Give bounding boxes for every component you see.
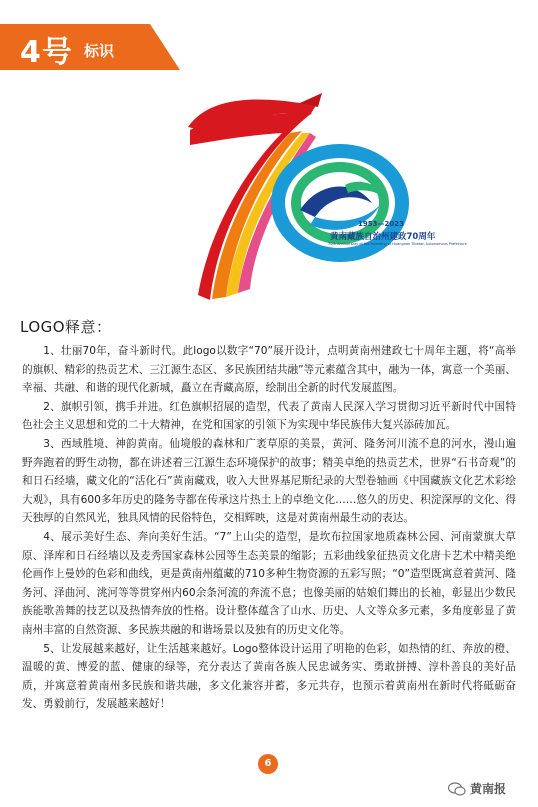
logo-years: 1953—2023 (358, 220, 404, 228)
page-number: 6 (258, 754, 278, 774)
paragraph: 3、西域胜境、神韵黄南。仙境般的森林和广袤草原的美景，黄河、隆务河川流不息的河水，漫山遍野奔跑着的野生动物，都在讲述着三江源生态环境保护的故事；精美卓绝的热贡艺术，世界“石书奇观”的和日石经墙，藏文化的“活化石”黄南藏戏，收入大世界基尼斯纪录的大型卷轴画《中国藏族文化艺术彩绘大观》，具有600多年历史的隆务寺都在传承这片热土上的卓绝文化……悠久的历史、积淀深厚的文化、得天独厚的自然风光，独具风情的民俗特色，交相辉映，这是对黄南州最生动的表达。 (22, 437, 516, 525)
wechat-icon (448, 782, 466, 796)
anniversary-logo-graphic (150, 85, 470, 315)
paragraph: 5、让发展越来越好，让生活越来越好。Logo整体设计运用了明艳的色彩，如热情的红、奔放的橙、温暖的黄、博爱的蓝、健康的绿等，充分表达了黄南各族人民忠诚务实、勇敢拼搏、淳朴善良的美好品质，并寓意着黄南州多民族和谐共融，多文化兼容并蓄，多元共存，也预示着黄南州在新时代将砥砺奋发、勇毅前行，发展越来越好！ (22, 642, 516, 711)
paragraph: 1、壮丽70年，奋斗新时代。此logo以数字“70”展开设计，点明黄南州建政七十周年主题，将“高举的旗帜、精彩的热贡艺术、三江源生态区、多民族团结共融”等元素蕴含其中，融为一体，寓意一个美丽、幸福、共融、和谐的现代化新城，矗立在青藏高原，绘制出全新的时代发展蓝图。 (22, 345, 516, 395)
paragraph: 2、旗帜引领，携手并进。红色旗帜招展的造型，代表了黄南人民深入学习贯彻习近平新时代中国特色社会主义思想和党的二十大精神，在党和国家的引领下为实现中华民族伟大复兴添砖加瓦。 (22, 400, 516, 432)
logo-title-cn: 黄南藏族自治州建政70周年 (330, 232, 436, 242)
section-title: LOGO释意： (20, 318, 112, 336)
watermark (448, 780, 506, 797)
logo-title-en: 70th Anniversary of the Founding of Huangnan Tibetan Autonomous Prefecture (328, 242, 467, 246)
header-label: 标识 (84, 42, 115, 60)
header-number: 4号 (20, 35, 73, 70)
paragraph: 4、展示美好生态、奔向美好生活。“7”上山尖的造型，是坎布拉国家地质森林公园、河南蒙旗大草原、泽库和日石经墙以及麦秀国家森林公园等生态美景的缩影；五彩曲线象征热贡文化唐卡艺术中精美绝伦画作上曼妙的色彩和曲线，更是黄南州蕴藏的710多种生物资源的五彩写照；“0”造型既寓意着黄河、隆务河、泽曲河、洮河等等贯穿州内60余条河流的奔流不息；也像美丽的姑娘们舞出的长袖，彰显出少数民族能歌善舞的技艺以及热情奔放的性格。设计整体蕴含了山水、历史、人文等众多元素，多角度彰显了黄南州丰富的自然资源、多民族共融的和谐场景以及独有的历史文化等。 (22, 530, 516, 636)
logo-zero-wave (300, 187, 372, 217)
watermark-text: 黄南报 (470, 782, 507, 796)
logo-explanation-body (22, 342, 516, 714)
